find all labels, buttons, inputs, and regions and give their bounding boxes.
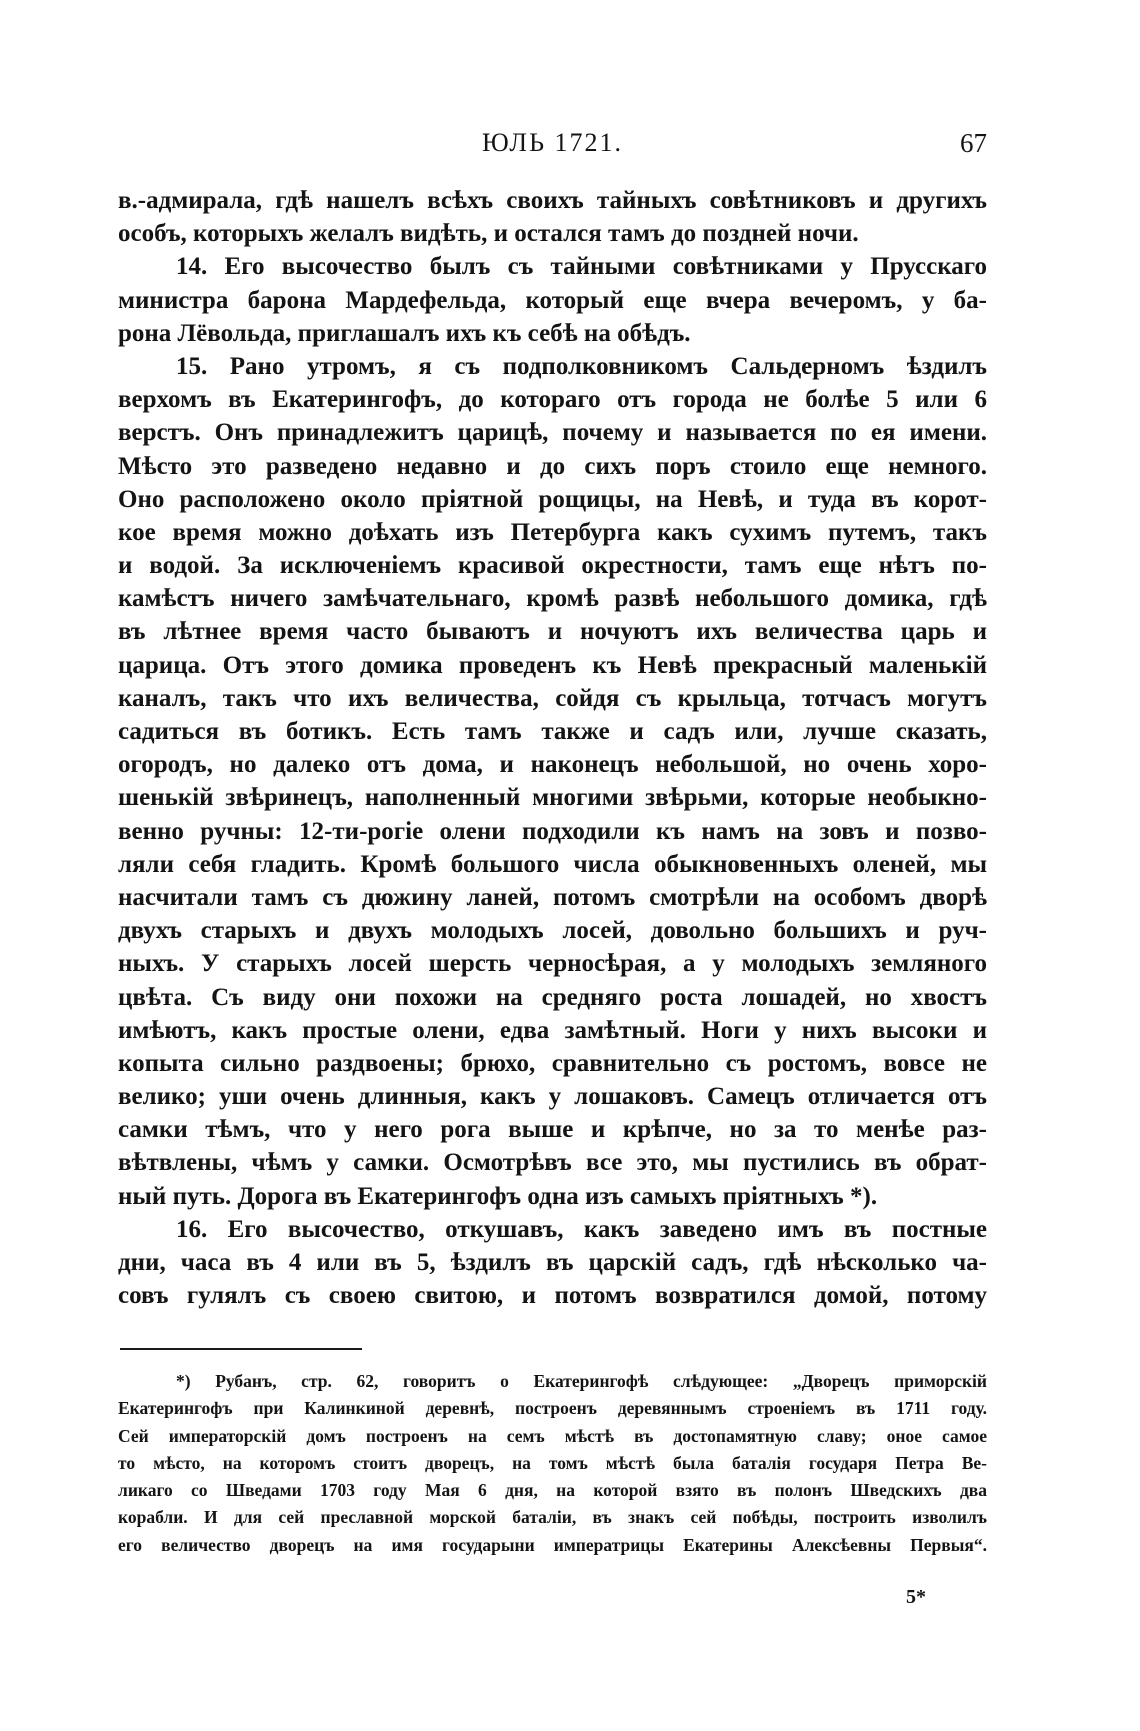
text-line: огородъ, но далеко отъ дома, и наконецъ небольшой, но очень хоро- [118,751,987,779]
text-line: в.-адмирала, гдѣ нашелъ всѣхъ своихъ тайныхъ совѣтниковъ и другихъ [118,187,987,214]
text-line: и водой. За исключеніемъ красивой окрестности, тамъ еще нѣтъ по- [118,552,987,580]
page-header [118,128,987,168]
text-line: копыта сильно раздвоены; брюхо, сравнительно съ ростомъ, вовсе не [118,1049,987,1077]
text-line: верстъ. Онъ принадлежитъ царицѣ, почему и называется по ея имени. [118,419,987,447]
text-line: велико; уши очень длинныя, какъ у лошаковъ. Самецъ отличается отъ [118,1083,987,1111]
footnote-line: его величество дворецъ на имя государыни императрицы Екатерины Алексѣевны Первыя“. [118,1534,987,1555]
text-line: ляли себя гладить. Кромѣ большого числа обыкновенныхъ оленей, мы [118,850,987,878]
text-line: дни, часа въ 4 или въ 5, ѣздилъ въ царскій садъ, гдѣ нѣсколько ча- [118,1249,987,1276]
footnote-line: Сей императорскій домъ построенъ на семъ мѣстѣ въ достопамятную славу; оное самое [118,1425,987,1446]
text-line: садиться въ ботикъ. Есть тамъ также и садъ или, лучше сказать, [118,718,987,745]
text-line: рона Лёвольда, приглашалъ ихъ къ себѣ на обѣдъ. [118,319,691,347]
text-line: ный путь. Дорога въ Екатерингофъ одна изъ самыхъ пріятныхъ *). [118,1182,878,1210]
text-line: вѣтвлены, чѣмъ у самки. Осмотрѣвъ все это, мы пустились въ обрат- [118,1149,987,1177]
signature-mark: 5* [906,1586,926,1608]
text-line: кое время можно доѣхать изъ Петербурга какъ сухимъ путемъ, такъ [118,518,987,546]
text-line: особъ, которыхъ желалъ видѣть, и остался тамъ до поздней ночи. [118,220,859,248]
footnote-line: корабли. И для сей преславной морской баталіи, въ знакъ сей побѣды, построить изволилъ [118,1507,987,1528]
text-line: самки тѣмъ, что у него рога выше и крѣпче, но за то менѣе раз- [118,1116,987,1144]
paragraph-16-start: 16. Его высочество, откушавъ, какъ заведено имъ въ постные [176,1215,987,1243]
footnote-line: то мѣсто, на которомъ стоитъ дворецъ, на томъ мѣстѣ была баталія государя Петра Ве- [118,1452,987,1473]
text-line: совъ гулялъ съ своею свитою, и потомъ возвратился домой, потому [118,1282,987,1310]
footnote-divider [120,1348,362,1350]
text-line: Мѣсто это разведено недавно и до сихъ поръ стоило еще немного. [118,452,987,480]
text-line: камѣстъ ничего замѣчательнаго, кромѣ развѣ небольшого домика, гдѣ [118,585,987,613]
page-number: 67 [960,128,987,158]
text-line: ныхъ. У старыхъ лосей шерсть черносѣрая, а у молодыхъ земляного [118,950,987,978]
footnote [118,1368,987,1559]
text-line: двухъ старыхъ и двухъ молодыхъ лосей, довольно большихъ и руч- [118,917,987,945]
text-line: венно ручны: 12-ти-рогіе олени подходили къ намъ на зовъ и позво- [118,817,987,845]
text-line: Оно расположено около пріятной рощицы, на Невѣ, и туда въ корот- [118,485,987,513]
text-line: насчитали тамъ съ дюжину ланей, потомъ смотрѣли на особомъ дворѣ [118,883,987,911]
footnote-line: *) Рубанъ, стр. 62, говоритъ о Екатерингофѣ слѣдующее: „Дворецъ приморскій [176,1371,987,1391]
footnote-line: Екатерингофъ при Калинкиной деревнѣ, построенъ деревяннымъ строеніемъ въ 1711 году. [118,1398,987,1419]
text-line: царица. Отъ этого домика проведенъ къ Невѣ прекрасный маленькій [118,651,987,679]
text-line: въ лѣтнее время часто бываютъ и ночуютъ ихъ величества царь и [118,618,987,646]
text-line: имѣютъ, какъ простые олени, едва замѣтный. Ноги у нихъ высоки и [118,1016,987,1044]
text-line: цвѣта. Съ виду они похожи на средняго роста лошадей, но хвостъ [118,983,987,1011]
text-line: каналъ, такъ что ихъ величества, сойдя съ крыльца, тотчасъ могутъ [118,684,987,712]
paragraph-15-start: 15. Рано утромъ, я съ подполковникомъ Сальдерномъ ѣздилъ [176,352,987,380]
main-text [118,184,987,1312]
running-title: ЮЛЬ 1721. [482,128,623,157]
paragraph-14-start: 14. Его высочество былъ съ тайными совѣтниками у Прусскаго [176,253,987,281]
text-line: министра барона Мардефельда, который еще вчера вечеромъ, у ба- [118,286,987,314]
footnote-line: ликаго со Шведами 1703 году Мая 6 дня, на которой взято въ полонъ Шведскихъ два [118,1480,987,1501]
text-line: верхомъ въ Екатерингофъ, до котораго отъ города не болѣе 5 или 6 [118,386,987,414]
text-line: шенькій звѣринецъ, наполненный многими звѣрьми, которые необыкно- [118,784,987,812]
